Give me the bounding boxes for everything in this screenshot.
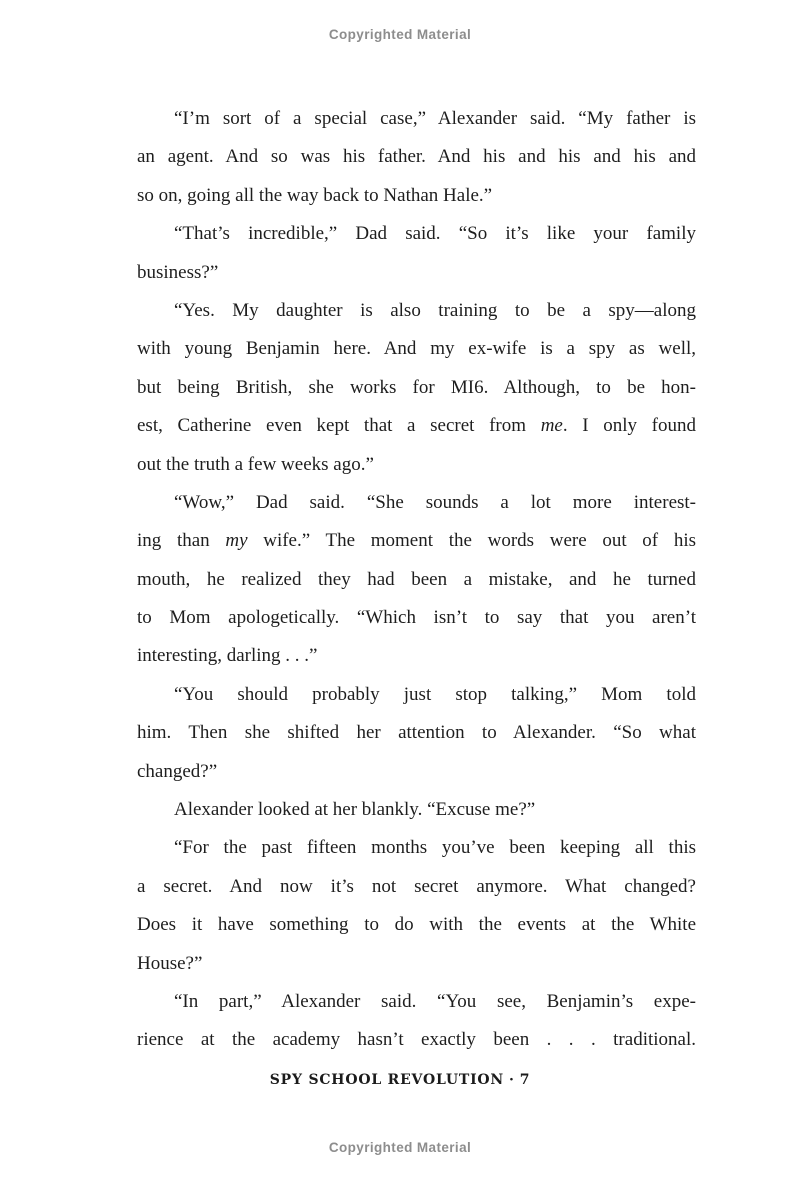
body-text-segment: Alexander looked at her blankly. “Excuse me?” xyxy=(174,799,536,821)
body-text-line xyxy=(137,100,696,138)
body-text xyxy=(137,100,696,1060)
footer-separator: · xyxy=(509,1072,515,1088)
body-text-line xyxy=(137,945,696,983)
body-text-line xyxy=(137,868,696,906)
body-text-line xyxy=(137,829,696,867)
body-text-line xyxy=(137,676,696,714)
body-text-segment: “Yes. My daughter is also training to be a spy—along xyxy=(174,299,696,321)
body-text-segment: a secret. And now it’s not secret anymore. What changed? xyxy=(137,875,696,897)
body-text-segment: with young Benjamin here. And my ex-wife is a spy as well, xyxy=(137,338,696,360)
body-text-line xyxy=(137,138,696,176)
body-text-segment: ing than xyxy=(137,530,226,552)
footer-page-number: 7 xyxy=(519,1072,531,1088)
body-text-segment: House?” xyxy=(137,952,203,974)
body-text-line xyxy=(137,522,696,560)
body-text-line xyxy=(137,446,696,484)
body-text-line xyxy=(137,484,696,522)
body-text-line xyxy=(137,215,696,253)
body-text-segment: . I only found xyxy=(562,415,696,437)
body-text-line xyxy=(137,254,696,292)
body-text-line xyxy=(137,561,696,599)
body-text-line xyxy=(137,637,696,675)
body-text-segment: so on, going all the way back to Nathan Hale.” xyxy=(137,184,493,206)
body-text-segment: “I’m sort of a special case,” Alexander said. “My father is xyxy=(174,108,696,129)
body-text-line xyxy=(137,791,696,829)
body-text-line xyxy=(137,599,696,637)
body-text-line xyxy=(137,983,696,1021)
body-text-segment: “Wow,” Dad said. “She sounds a lot more interest- xyxy=(174,491,696,513)
body-text-segment: “In part,” Alexander said. “You see, Benjamin’s expe- xyxy=(174,990,696,1012)
body-text-segment: “That’s incredible,” Dad said. “So it’s like your family xyxy=(174,223,696,245)
body-text-line xyxy=(137,177,696,215)
body-text-segment: business?” xyxy=(137,261,219,283)
body-text-segment: Does it have something to do with the events at the White xyxy=(137,914,696,936)
body-text-line xyxy=(137,292,696,330)
body-text-segment: out the truth a few weeks ago.” xyxy=(137,453,374,475)
footer-book-title: SPY SCHOOL REVOLUTION xyxy=(269,1072,505,1088)
body-text-segment: interesting, darling . . .” xyxy=(137,645,318,667)
body-text-line xyxy=(137,906,696,944)
body-text-segment: but being British, she works for MI6. Although, to be hon- xyxy=(137,376,696,398)
body-text-segment: an agent. And so was his father. And his and his and his and xyxy=(137,146,696,168)
body-text-segment: “For the past fifteen months you’ve been keeping all this xyxy=(174,837,696,859)
body-text-segment-italic: my xyxy=(225,530,248,552)
body-text-line xyxy=(137,330,696,368)
body-text-line xyxy=(137,1021,696,1059)
body-text-segment: “You should probably just stop talking,” Mom told xyxy=(174,683,696,705)
body-text-line xyxy=(137,369,696,407)
body-text-segment: changed?” xyxy=(137,760,218,782)
body-text-segment: est, Catherine even kept that a secret from xyxy=(137,415,541,437)
copyright-notice-bottom: Copyrighted Material xyxy=(328,1140,472,1155)
body-text-segment: wife.” The moment the words were out of his xyxy=(247,530,696,552)
body-text-segment: mouth, he realized they had been a mistake, and he turned xyxy=(137,568,696,590)
body-text-segment: him. Then she shifted her attention to Alexander. “So what xyxy=(137,722,696,744)
copyright-notice-top: Copyrighted Material xyxy=(328,27,472,42)
body-text-line xyxy=(137,407,696,445)
body-text-segment: to Mom apologetically. “Which isn’t to say that you aren’t xyxy=(137,607,696,629)
body-text-segment: rience at the academy hasn’t exactly been . . . traditional. xyxy=(137,1029,696,1051)
body-text-line xyxy=(137,714,696,752)
body-text-segment-italic: me xyxy=(540,415,563,437)
body-text-line xyxy=(137,753,696,791)
running-footer xyxy=(0,1070,800,1090)
